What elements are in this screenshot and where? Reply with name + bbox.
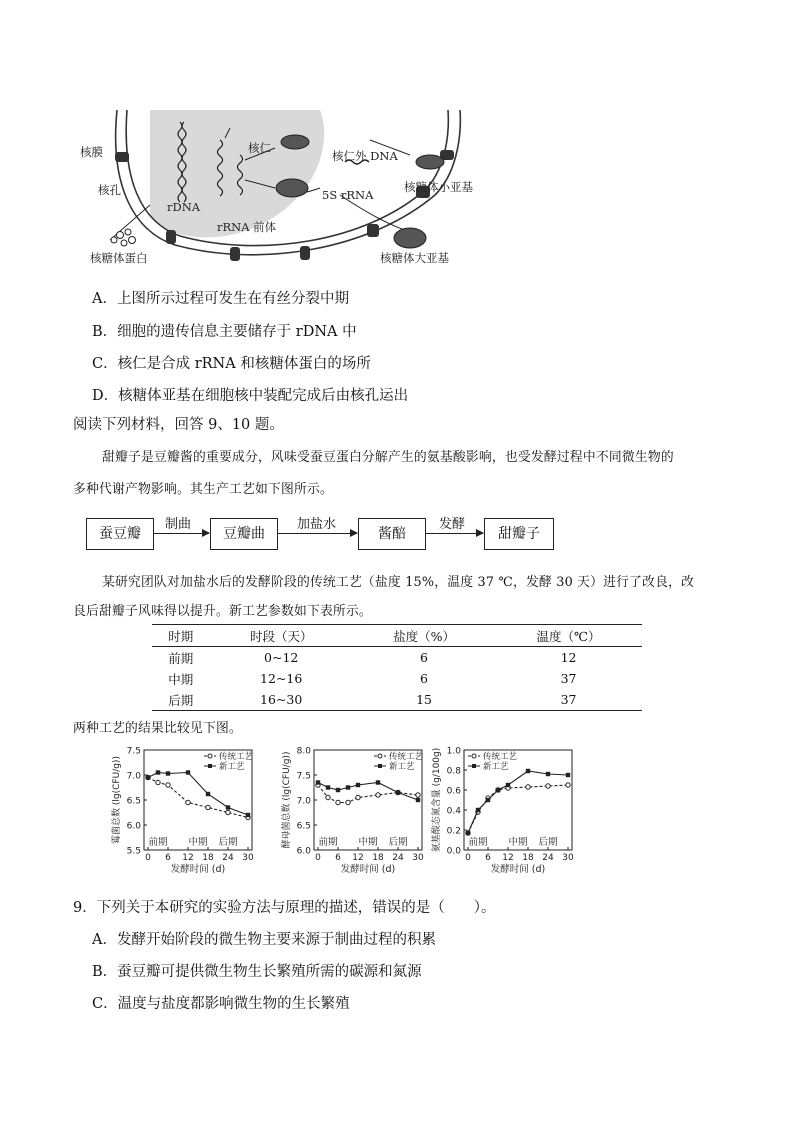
y-tick-label: 6.0	[126, 821, 141, 832]
y-tick-label: 0.0	[446, 846, 461, 857]
y-tick-label: 0.6	[446, 786, 461, 797]
legend-marker	[378, 754, 382, 758]
table-header-row	[152, 625, 642, 647]
data-point	[346, 800, 350, 804]
y-axis-label: 霉菌总数 (lg(CFU/g))	[112, 756, 122, 844]
flow-box-mash: 酱醅	[358, 518, 426, 550]
label-nucleolus: 核仁	[248, 141, 271, 155]
phase-label: 前期	[148, 837, 168, 848]
ribosomal-protein-icon	[111, 229, 136, 246]
table-header-cell: 时段（天）	[209, 625, 353, 647]
legend-marker	[378, 764, 382, 768]
series-line	[148, 773, 248, 816]
table-cell: 16~30	[209, 689, 353, 711]
table-header-cell: 时期	[152, 625, 209, 647]
series-line	[468, 771, 568, 833]
phase-label: 中期	[508, 837, 528, 848]
table-header-cell: 盐度（%）	[353, 625, 495, 647]
yeast-count-chart	[280, 742, 430, 874]
y-tick-label: 0.4	[446, 806, 461, 817]
data-point	[506, 783, 510, 787]
table-cell: 37	[560, 671, 577, 686]
label-rdna: rDNA	[167, 200, 201, 214]
q9-option-c: C．温度与盐度都影响微生物的生长繁殖	[92, 996, 350, 1012]
x-tick-label: 12	[502, 853, 514, 863]
data-point	[336, 800, 340, 804]
mold-count-chart	[110, 742, 260, 874]
data-point	[486, 798, 490, 802]
data-point	[546, 772, 550, 776]
data-point	[526, 785, 530, 789]
data-point	[416, 798, 420, 802]
data-point	[246, 813, 250, 817]
x-tick-label: 24	[542, 853, 554, 863]
data-point	[346, 785, 350, 789]
q9-option-b: B．蚕豆瓣可提供微生物生长繁殖所需的碳源和氮源	[92, 964, 422, 980]
series-line	[468, 785, 568, 833]
x-tick-label: 18	[202, 853, 214, 863]
x-tick-label: 24	[222, 853, 234, 863]
legend-label: 新工艺	[389, 762, 415, 772]
plot-frame	[464, 750, 572, 850]
data-point	[156, 770, 160, 774]
data-point	[416, 793, 420, 797]
x-tick-label: 12	[352, 853, 364, 863]
flow-box-broad-bean: 蚕豆瓣	[86, 518, 154, 550]
x-tick-label: 0	[465, 853, 471, 863]
table-row	[152, 647, 642, 669]
legend-label: 新工艺	[483, 762, 509, 772]
x-tick-label: 18	[372, 853, 384, 863]
legend-label: 传统工艺	[389, 752, 424, 762]
data-point	[476, 808, 480, 812]
data-point	[396, 790, 400, 794]
x-tick-label: 12	[182, 853, 194, 863]
legend-marker	[472, 754, 476, 758]
data-point	[166, 783, 170, 787]
material-para1-line1: 甜瓣子是豆瓣酱的重要成分，风味受蚕豆蛋白分解产生的氨基酸影响，也受发酵过程中不同微生物的	[102, 450, 674, 465]
amino-nitrogen-chart	[430, 742, 580, 874]
x-tick-label: 0	[145, 853, 151, 863]
data-point	[146, 775, 150, 779]
y-tick-label: 5.5	[126, 846, 141, 857]
material-para3: 两种工艺的结果比较见下图。	[73, 721, 242, 736]
flow-box-sweet-paste: 甜瓣子	[484, 518, 554, 550]
data-point	[326, 785, 330, 789]
y-tick-label: 7.0	[296, 796, 311, 807]
x-tick-label: 18	[522, 853, 534, 863]
label-extra-nucleolar-dna: 核仁外 DNA	[332, 149, 398, 163]
material-para2-line2: 良后甜瓣子风味得以提升。新工艺参数如下表所示。	[73, 604, 372, 619]
y-tick-label: 0.8	[446, 766, 461, 777]
legend-label: 新工艺	[219, 762, 245, 772]
y-tick-label: 6.5	[126, 796, 141, 807]
phase-label: 前期	[468, 837, 488, 848]
x-tick-label: 30	[412, 853, 424, 863]
data-point	[206, 792, 210, 796]
legend-marker	[208, 764, 212, 768]
table-row	[152, 689, 642, 711]
phase-label: 中期	[188, 837, 208, 848]
label-nuclear-membrane: 核膜	[80, 145, 103, 159]
phase-label: 后期	[218, 837, 238, 848]
nucleolus-region	[150, 110, 324, 237]
x-tick-label: 6	[165, 853, 171, 863]
flow-step-ferment: 发酵	[439, 517, 466, 532]
material-para2-line1: 某研究团队对加盐水后的发酵阶段的传统工艺（盐度 15%，温度 37 ℃，发酵 30 天）进行了改良，改	[102, 575, 695, 590]
data-point	[186, 800, 190, 804]
y-tick-label: 1.0	[446, 746, 461, 757]
label-5s-rrna: 5S rRNA	[322, 188, 374, 202]
data-point	[166, 771, 170, 775]
y-axis-label: 氨基酸态氮含量 (g/100g)	[432, 747, 442, 853]
legend-label: 传统工艺	[219, 752, 254, 762]
flow-arrow-1	[153, 533, 209, 534]
x-tick-label: 0	[315, 853, 321, 863]
y-tick-label: 7.5	[126, 746, 141, 757]
y-tick-label: 7.5	[296, 771, 311, 782]
data-point	[156, 780, 160, 784]
data-point	[376, 780, 380, 784]
legend-marker	[472, 764, 476, 768]
label-large-subunit: 核糖体大亚基	[380, 251, 449, 265]
y-tick-label: 0.2	[446, 826, 461, 837]
data-point	[496, 788, 500, 792]
x-tick-label: 6	[485, 853, 491, 863]
flow-step-koji: 制曲	[165, 517, 192, 532]
small-subunit-icon	[416, 155, 444, 169]
data-point	[566, 783, 570, 787]
flow-step-brine: 加盐水	[297, 517, 337, 532]
x-axis-label: 发酵时间 (d)	[490, 864, 546, 874]
data-point	[206, 805, 210, 809]
data-point	[546, 784, 550, 788]
flow-arrow-2	[277, 533, 357, 534]
flow-arrow-3	[425, 533, 483, 534]
x-tick-label: 24	[392, 853, 404, 863]
y-axis-label: 酵母菌总数 (lg(CFU/g))	[282, 751, 292, 849]
y-tick-label: 6.5	[296, 821, 311, 832]
q8-option-c: C．核仁是合成 rRNA 和核糖体蛋白的场所	[92, 356, 371, 372]
label-ribosomal-protein: 核糖体蛋白	[90, 251, 148, 265]
table-cell: 后期	[152, 689, 209, 711]
series-line	[318, 785, 418, 803]
table-header-cell: 温度（℃）	[495, 625, 642, 647]
x-tick-label: 6	[335, 853, 341, 863]
table-cell: 12	[560, 650, 577, 665]
y-tick-label: 6.0	[296, 846, 311, 857]
reading-intro: 阅读下列材料，回答 9、10 题。	[73, 417, 284, 433]
q9-stem: 9．下列关于本研究的实验方法与原理的描述，错误的是（ ）。	[73, 900, 496, 916]
x-tick-label: 30	[562, 853, 574, 863]
large-subunit-icon	[394, 228, 426, 248]
data-point	[566, 773, 570, 777]
q8-option-d: D．核糖体亚基在细胞核中装配完成后由核孔运出	[92, 388, 409, 404]
table-cell: 37	[495, 689, 642, 711]
data-point	[186, 770, 190, 774]
flow-box-koji: 豆瓣曲	[210, 518, 278, 550]
process-params-table	[152, 624, 642, 711]
phase-label: 前期	[318, 837, 338, 848]
phase-label: 中期	[358, 837, 378, 848]
phase-label: 后期	[538, 837, 558, 848]
data-point	[226, 805, 230, 809]
table-cell: 6	[420, 650, 428, 665]
data-point	[326, 795, 330, 799]
series-line	[318, 783, 418, 801]
nucleolus-diagram	[70, 100, 510, 275]
label-nuclear-pore: 核孔	[98, 183, 121, 197]
y-tick-label: 8.0	[296, 746, 311, 757]
material-para1-line2: 多种代谢产物影响。其生产工艺如下图所示。	[73, 482, 333, 497]
table-cell: 中期	[168, 671, 194, 687]
legend-label: 传统工艺	[483, 752, 518, 762]
q9-option-a: A．发酵开始阶段的微生物主要来源于制曲过程的积累	[92, 932, 436, 948]
x-axis-label: 发酵时间 (d)	[340, 864, 396, 874]
q8-option-a: A．上图所示过程可发生在有丝分裂中期	[92, 291, 349, 307]
x-tick-label: 30	[242, 853, 254, 863]
table-cell: 0~12	[264, 650, 299, 665]
table-cell: 15	[353, 689, 495, 711]
table-cell: 6	[420, 671, 428, 686]
label-small-subunit: 核糖体小亚基	[404, 180, 473, 194]
phase-label: 后期	[388, 837, 408, 848]
data-point	[226, 810, 230, 814]
label-rrna-precursor: rRNA 前体	[217, 220, 277, 234]
data-point	[356, 795, 360, 799]
q8-option-b: B．细胞的遗传信息主要储存于 rDNA 中	[92, 324, 357, 340]
data-point	[376, 793, 380, 797]
x-axis-label: 发酵时间 (d)	[170, 864, 226, 874]
legend-marker	[208, 754, 212, 758]
data-point	[466, 831, 470, 835]
data-point	[526, 769, 530, 773]
data-point	[316, 780, 320, 784]
table-cell: 12~16	[260, 671, 303, 686]
table-cell: 前期	[168, 650, 194, 666]
data-point	[356, 783, 360, 787]
table-row	[152, 668, 642, 689]
y-tick-label: 7.0	[126, 771, 141, 782]
data-point	[336, 788, 340, 792]
